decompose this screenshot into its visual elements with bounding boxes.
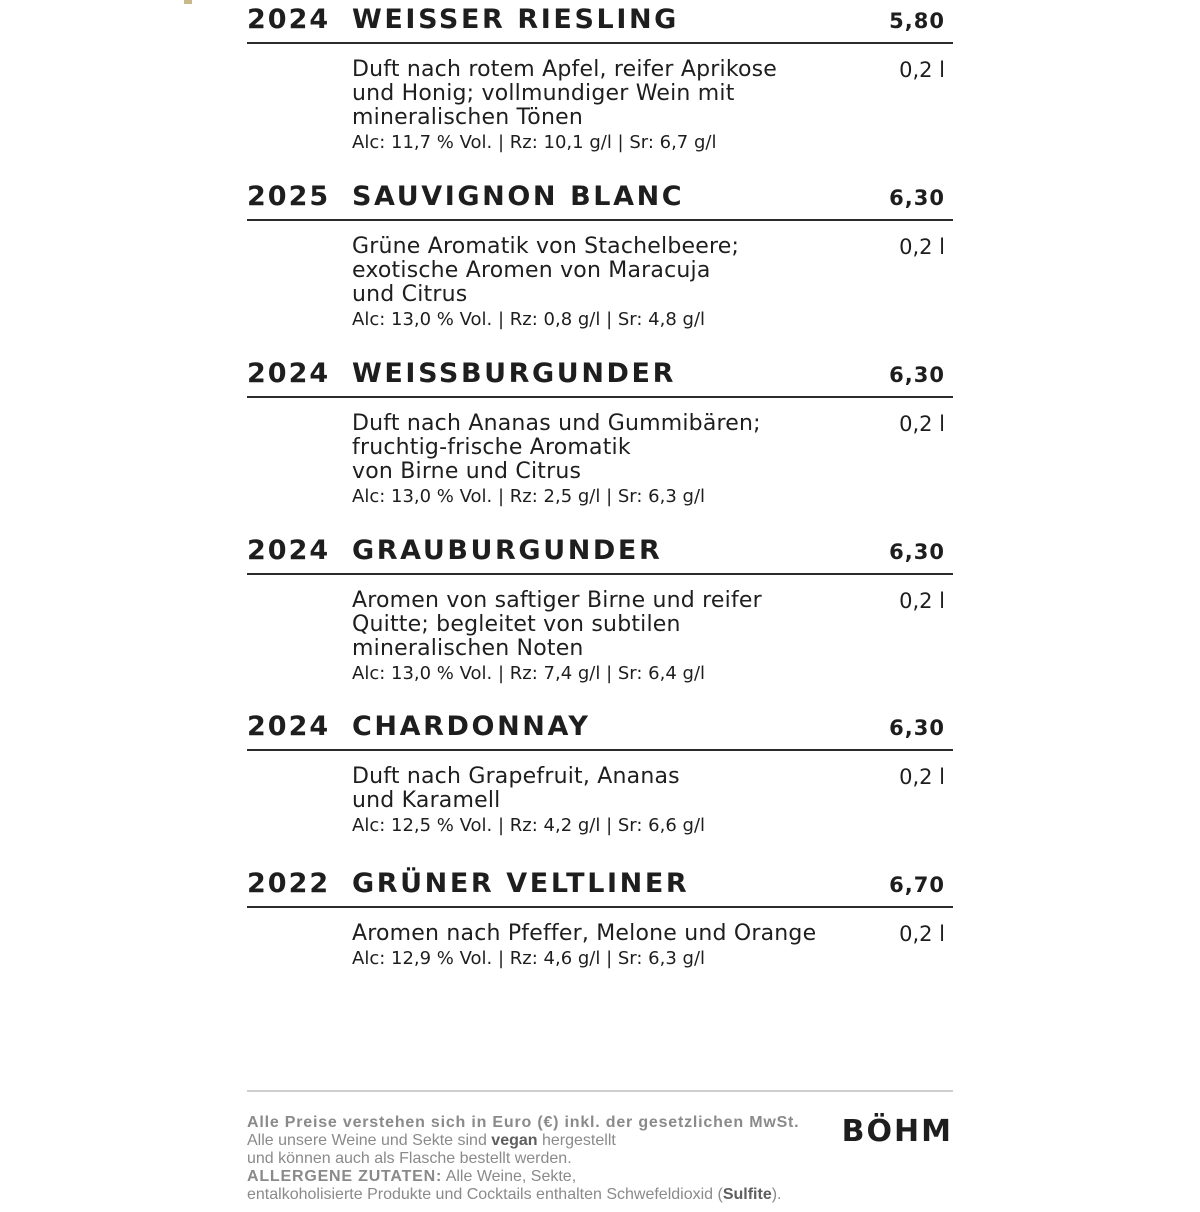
wine-name: WEISSER RIESLING	[352, 4, 679, 35]
wine-specs: Alc: 12,9 % Vol. | Rz: 4,6 g/l | Sr: 6,3 g/l	[352, 948, 706, 969]
vegan-note	[247, 1132, 799, 1150]
wine-volume: 0,2 l	[899, 412, 945, 436]
sulfite-bold: Sulfite	[722, 1186, 772, 1203]
wine-specs: Alc: 13,0 % Vol. | Rz: 7,4 g/l | Sr: 6,4 g/l	[352, 663, 706, 684]
wine-body	[247, 398, 953, 509]
wine-specs: Alc: 11,7 % Vol. | Rz: 10,1 g/l | Sr: 6,7 g/l	[352, 132, 717, 153]
vegan-note-bold: vegan	[491, 1132, 538, 1149]
wine-price: 5,80	[889, 9, 945, 33]
wine-specs: Alc: 13,0 % Vol. | Rz: 2,5 g/l | Sr: 6,3 g/l	[352, 486, 706, 507]
wine-year: 2024	[247, 358, 331, 389]
wine-name: GRÜNER VELTLINER	[352, 868, 690, 899]
wine-description: Duft nach Ananas und Gummibären; fruchtig-frische Aromatik von Birne und Citrus	[352, 411, 761, 484]
wine-description: Aromen von saftiger Birne und reifer Quitte; begleitet von subtilen mineralischen Noten	[352, 588, 762, 661]
wine-description: Aromen nach Pfeffer, Melone und Orange	[352, 921, 817, 946]
wine-volume: 0,2 l	[899, 58, 945, 82]
footer-notes	[247, 1114, 799, 1204]
wine-name: CHARDONNAY	[352, 711, 591, 742]
wine-body	[247, 44, 953, 155]
wine-body	[247, 908, 953, 971]
wine-header	[247, 864, 953, 908]
wine-entry	[247, 177, 953, 332]
allergen-label: ALLERGENE ZUTATEN:	[247, 1168, 443, 1185]
wine-description: Duft nach Grapefruit, Ananas und Karamell	[352, 764, 680, 813]
wine-price: 6,30	[889, 716, 945, 740]
corner-accent	[184, 0, 192, 4]
allergen-note	[247, 1168, 799, 1186]
sulfite-note	[247, 1186, 799, 1204]
bottle-note: und können auch als Flasche bestellt werden.	[247, 1150, 572, 1167]
wine-name: SAUVIGNON BLANC	[352, 181, 685, 212]
footer	[247, 1090, 953, 1212]
wine-entry	[247, 707, 953, 838]
vegan-note-pre: Alle unsere Weine und Sekte sind	[247, 1132, 492, 1149]
wine-body	[247, 575, 953, 686]
wine-description: Grüne Aromatik von Stachelbeere; exotische Aromen von Maracuja und Citrus	[352, 234, 740, 307]
wine-year: 2025	[247, 181, 331, 212]
sulfite-post: ).	[771, 1186, 782, 1203]
wine-entry	[247, 0, 953, 155]
wine-specs: Alc: 13,0 % Vol. | Rz: 0,8 g/l | Sr: 4,8 g/l	[352, 309, 706, 330]
wine-header	[247, 0, 953, 44]
wine-year: 2024	[247, 535, 331, 566]
wine-specs: Alc: 12,5 % Vol. | Rz: 4,2 g/l | Sr: 6,6 g/l	[352, 815, 706, 836]
wine-description: Duft nach rotem Apfel, reifer Aprikose und Honig; vollmundiger Wein mit mineralischen Tönen	[352, 57, 778, 130]
bohm-logo: BÖHM	[841, 1114, 953, 1149]
sulfite-pre: entalkoholisierte Produkte und Cocktails enthalten Schwefeldioxid (	[247, 1186, 723, 1203]
wine-volume: 0,2 l	[899, 765, 945, 789]
wine-entry	[247, 354, 953, 509]
vegan-note-post: hergestellt	[537, 1132, 616, 1149]
wine-price: 6,30	[889, 186, 945, 210]
wine-header	[247, 177, 953, 221]
wine-entry	[247, 531, 953, 686]
wine-header	[247, 354, 953, 398]
wine-entry	[247, 864, 953, 971]
allergen-text: Alle Weine, Sekte,	[442, 1168, 577, 1185]
wine-volume: 0,2 l	[899, 589, 945, 613]
wine-body	[247, 221, 953, 332]
wine-name: GRAUBURGUNDER	[352, 535, 663, 566]
price-note: Alle Preise verstehen sich in Euro (€) inkl. der gesetzlichen MwSt.	[247, 1114, 800, 1131]
wine-volume: 0,2 l	[899, 235, 945, 259]
wine-body	[247, 751, 953, 838]
wine-header	[247, 707, 953, 751]
wine-name: WEISSBURGUNDER	[352, 358, 676, 389]
wine-header	[247, 531, 953, 575]
wine-price: 6,70	[889, 873, 945, 897]
wine-volume: 0,2 l	[899, 922, 945, 946]
wine-year: 2022	[247, 868, 331, 899]
wine-price: 6,30	[889, 363, 945, 387]
wine-year: 2024	[247, 711, 331, 742]
wine-year: 2024	[247, 4, 331, 35]
wine-price: 6,30	[889, 540, 945, 564]
